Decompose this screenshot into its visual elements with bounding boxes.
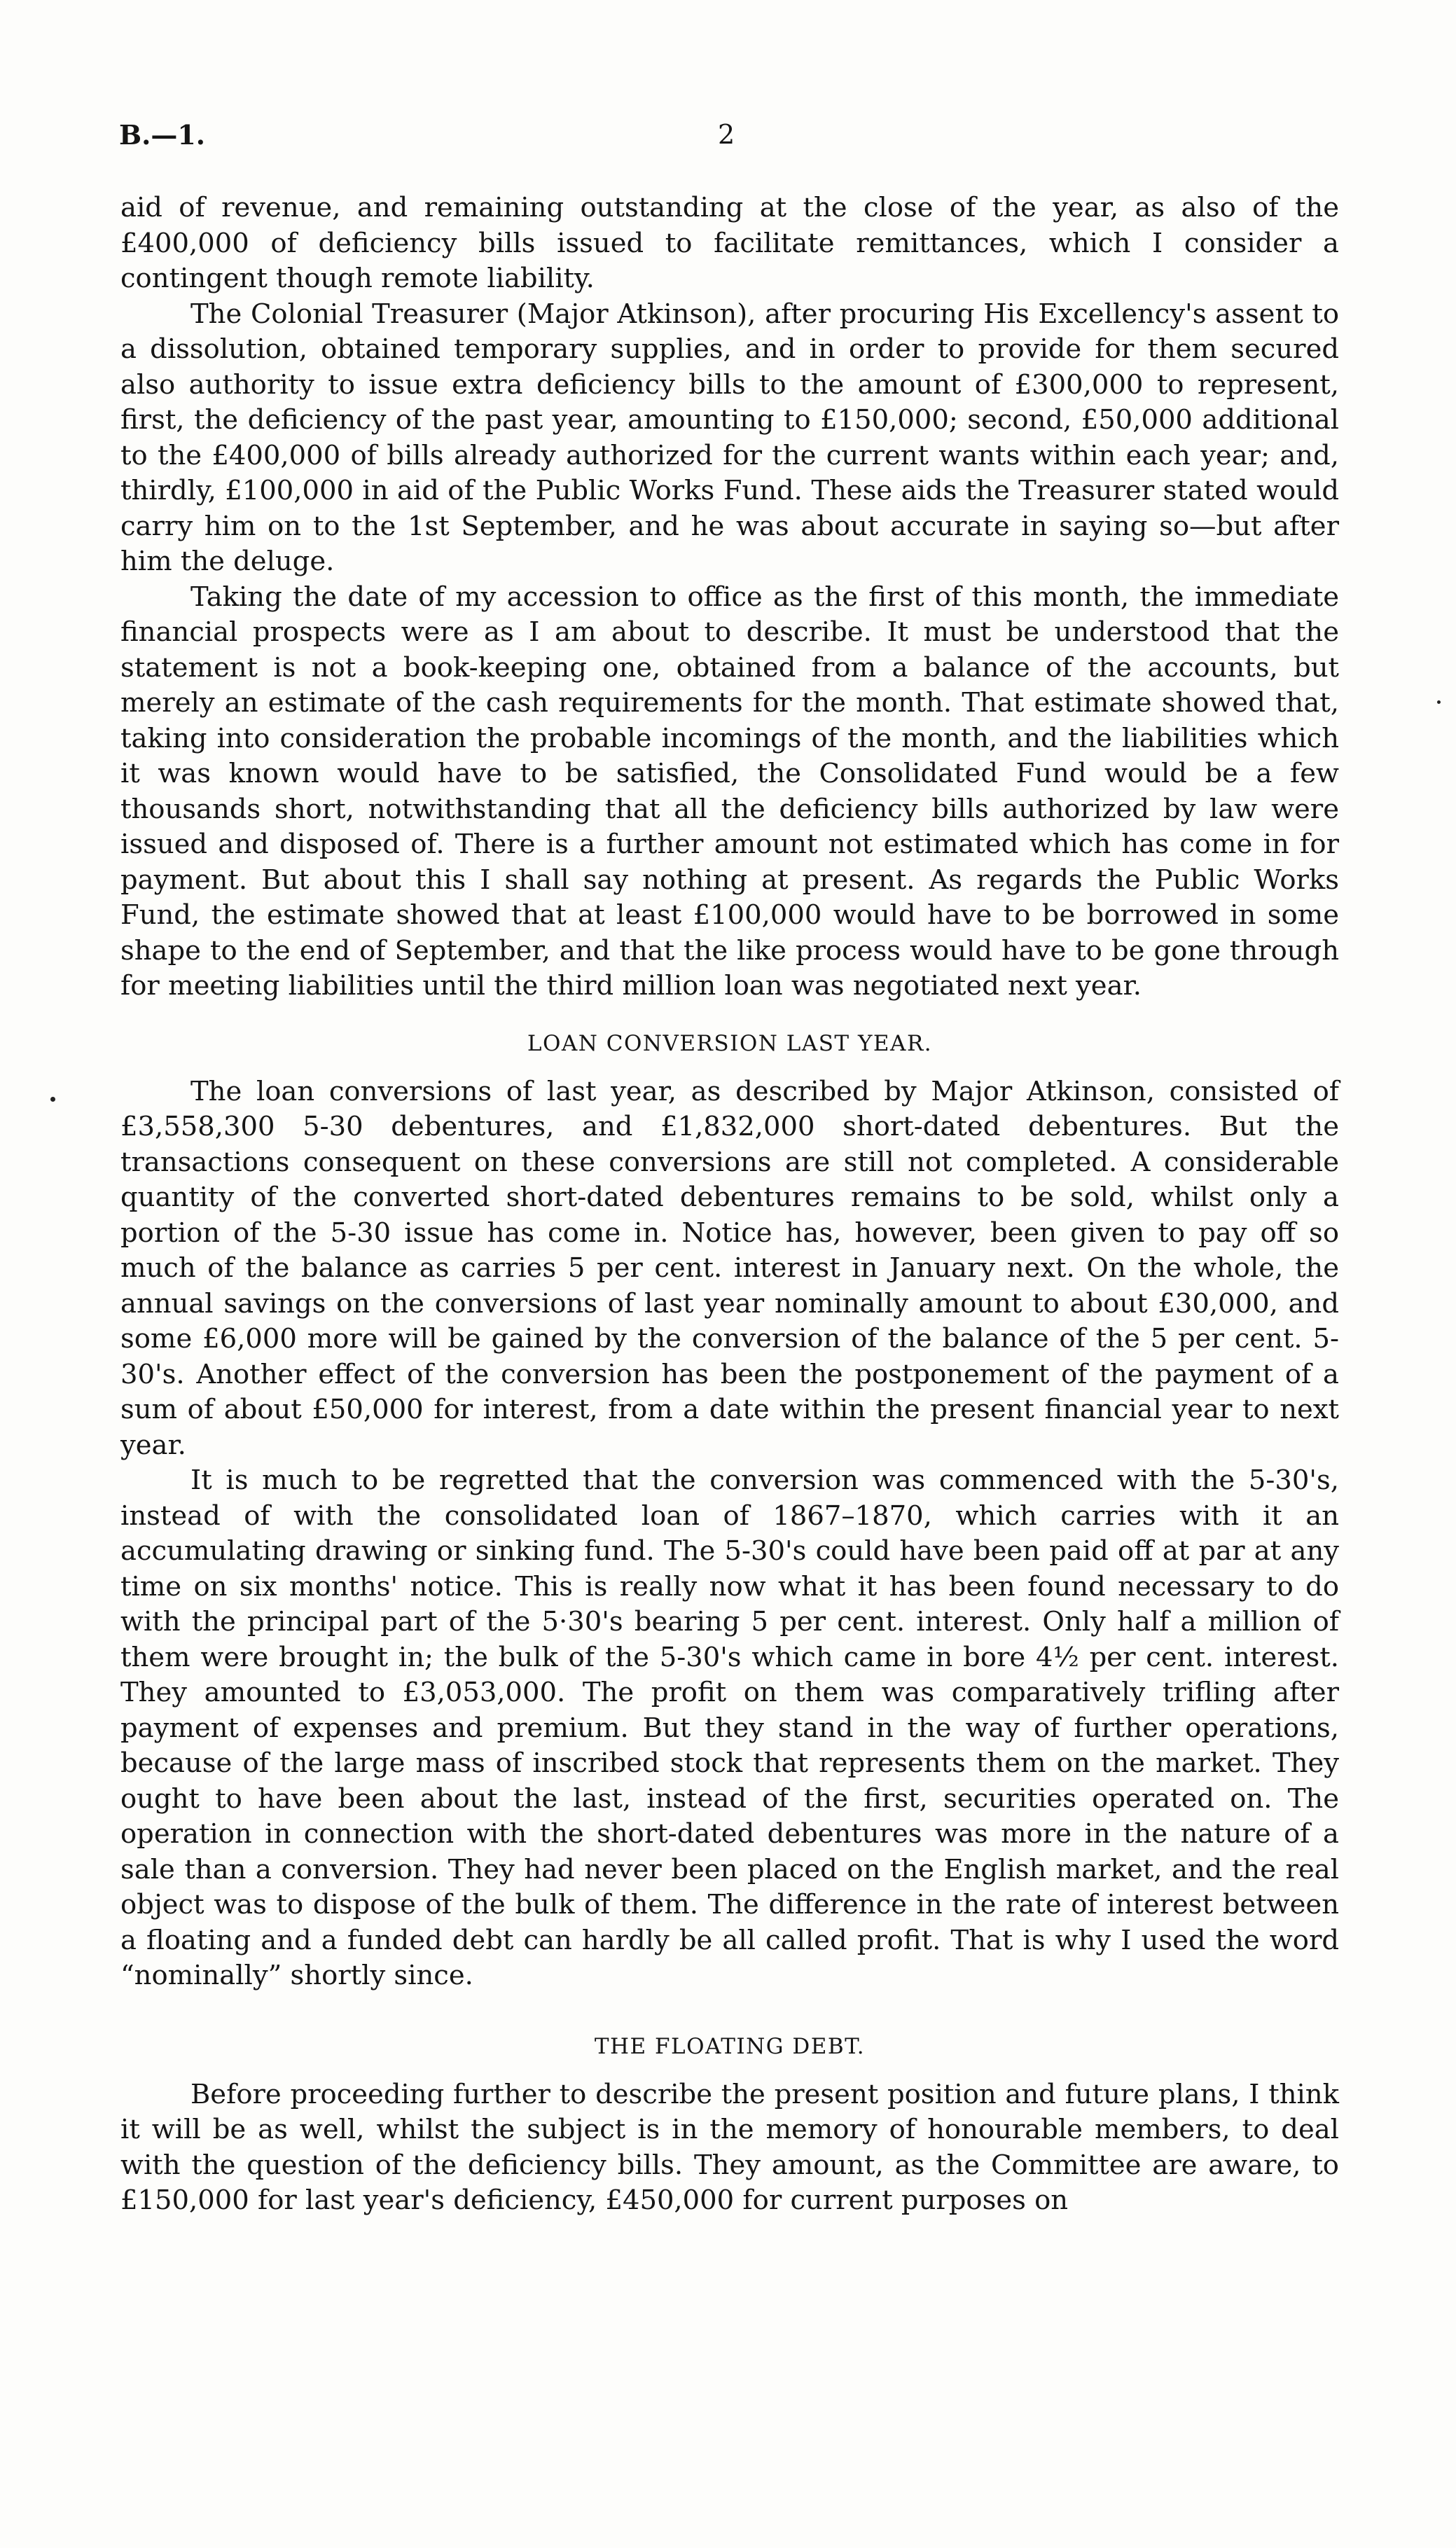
paragraph-regret-conversion: It is much to be regretted that the conversion was commenced with the 5-30's, instead of with the consolidated loan of 1867–1870, which carries with it an accumulating drawing or sinking fund. The 5-30's could have been paid off at par at any time on six months' notice. This is really now what it has been found necessary to do with the principal part of the 5·30's bearing 5 per cent. interest. Only half a million of them were brought in; the bulk of the 5-30's which came in bore 4½ per cent. interest. They amounted to £3,053,000. The profit on them was comparatively trifling after payment of expenses and premium. But they stand in the way of further operations, because of the large mass of inscribed stock that represents them on the market. They ought to have been about the last, instead of the first, securities operated on. The operation in connection with the short-dated debentures was more in the nature of a sale than a conversion. They had never been placed on the English market, and the real object was to dispose of the bulk of them. The difference in the rate of interest between a floating and a funded debt can hardly be all called profit. That is why I used the word “nominally” shortly since. xyxy=(120,1465,1339,1991)
section-heading-floating-debt: THE FLOATING DEBT. xyxy=(594,2033,866,2059)
document-reference: B.—1. xyxy=(119,119,206,151)
body-text xyxy=(120,191,1339,2219)
section-heading-loan-conversion: LOAN CONVERSION LAST YEAR. xyxy=(527,1030,933,1056)
paragraph-floating-debt: Before proceeding further to describe the present position and future plans, I think it will be as well, whilst the subject is in the memory of honourable members, to deal with the question of the deficiency bills. They amount, as the Committee are aware, to £150,000 for last year's deficiency, £450,000 for current purposes on xyxy=(120,2078,1339,2216)
page-header xyxy=(119,119,1338,161)
paragraph-colonial-treasurer: The Colonial Treasurer (Major Atkinson), after procuring His Excellency's assent to a dissolution, obtained temporary supplies, and in order to provide for them secured also authority to issue extra deficiency bills to the amount of £300,000 to represent, first, the deficiency of the past year, amounting to £150,000; second, £50,000 additional to the £400,000 of bills already authorized for the current wants within each year; and, thirdly, £100,000 in aid of the Public Works Fund. These aids the Treasurer stated would carry him on to the 1st September, and he was about accurate in saying so—but after him the deluge. xyxy=(120,298,1339,577)
paragraph-financial-prospects: Taking the date of my accession to office as the first of this month, the immediate financial prospects were as I am about to describe. It must be understood that the statement is not a book-keeping one, obtained from a balance of the accounts, but merely an estimate of the cash requirements for the month. That estimate showed that, taking into consideration the probable incomings of the month, and the liabilities which it was known would have to be satisfied, the Consolidated Fund would be a few thousands short, notwithstanding that all the deficiency bills authorized by law were issued and disposed of. There is a further amount not estimated which has come in for payment. But about this I shall say nothing at present. As regards the Public Works Fund, the estimate showed that at least £100,000 would have to be borrowed in some shape to the end of September, and that the like process would have to be gone through for meeting liabilities until the third million loan was negotiated next year. xyxy=(120,581,1339,1002)
margin-speck xyxy=(1437,700,1441,704)
page-number: 2 xyxy=(718,119,735,150)
paragraph-loan-conversions: The loan conversions of last year, as described by Major Atkinson, consisted of £3,558,300 5-30 debentures, and £1,832,000 short-dated debentures. But the transactions consequent on these conversions are still not completed. A considerable quantity of the converted short-dated debentures remains to be sold, whilst only a portion of the 5-30 issue has come in. Notice has, however, been given to pay off so much of the balance as carries 5 per cent. interest in January next. On the whole, the annual savings on the conversions of last year nominally amount to about £30,000, and some £6,000 more will be gained by the conversion of the balance of the 5 per cent. 5-30's. Another effect of the conversion has been the postponement of the payment of a sum of about £50,000 for interest, from a date within the present financial year to next year. xyxy=(120,1075,1339,1461)
paragraph-continued: aid of revenue, and remaining outstanding at the close of the year, as also of the £400,000 of deficiency bills issued to facilitate remittances, which I consider a contingent though remote liability. xyxy=(120,192,1339,294)
margin-speck xyxy=(50,1097,55,1102)
